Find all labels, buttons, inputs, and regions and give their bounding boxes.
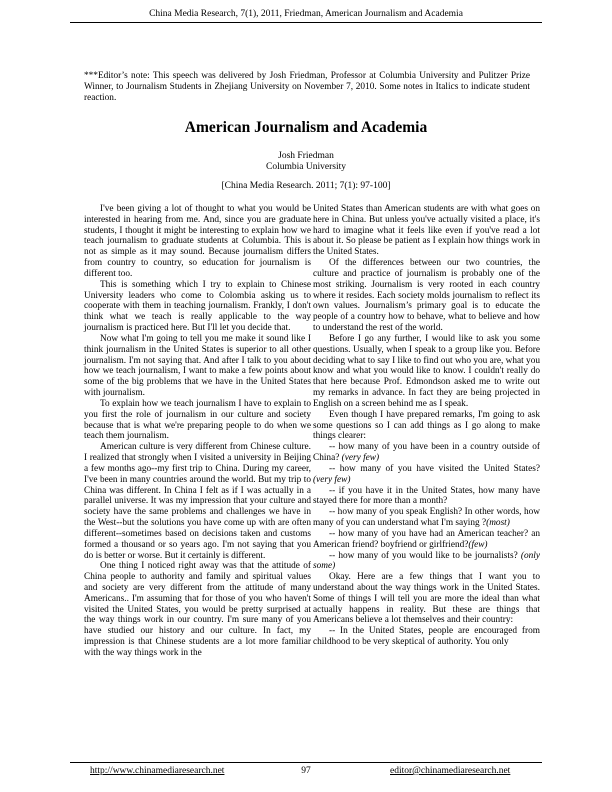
paragraph: This is something which I try to explain to Chinese University leaders who come to Colombia asking us to cooperate with them in teaching journalism. Frankly, I don't think what we teach is really applicable to the way journalism is practiced here. But I'll let you decide that.	[84, 279, 311, 334]
website-link[interactable]: http://www.chinamediaresearch.net	[90, 766, 225, 776]
footer-divider	[70, 762, 542, 763]
header-divider	[70, 22, 542, 23]
question	[313, 507, 540, 529]
question	[313, 464, 540, 486]
paragraph: -- In the United States, people are encouraged from childhood to be very skeptical of authority. You only	[313, 626, 540, 648]
question	[313, 442, 540, 464]
paragraph: Okay. Here are a few things that I want you to understand about the way things work in the United States. Some of things I will tell you are more the ideal than what actually happens in reality. But these are things that Americans believe a lot themselves and their country:	[313, 572, 540, 626]
student-reaction: (few)	[468, 539, 488, 550]
question-text: -- how many of you would like to be journalists?	[329, 550, 518, 561]
page-number: 97	[301, 766, 311, 776]
paragraph: To explain how we teach journalism I have to explain to you first the role of journalism in our culture and society because that is what we're preparing people to do when we teach them journalism.	[84, 398, 311, 442]
email-link[interactable]: editor@chinamediaresearch.net	[390, 766, 511, 776]
question-text: -- how many of you speak English? In other words, how many of you can understand what I'm saying ?	[313, 507, 540, 529]
paragraph: Before I go any further, I would like to ask you some questions. Usually, when I speak to a group like you. Before deciding what to say I like to find out who you are, what you know and what you would like to know. I couldn't really do that here because Prof. Edmondson asked me to write out my remarks in advance. In fact they are being projected in English on a screen behind me as I speak.	[313, 333, 540, 409]
question	[313, 551, 540, 573]
question-text: -- how many of you have been in a country outside of China?	[313, 442, 540, 464]
author-affiliation: Columbia University	[266, 162, 346, 172]
question-text: -- how many of you have visited the United States?	[329, 463, 540, 474]
student-reaction: (most)	[486, 518, 510, 529]
student-reaction: (only some)	[313, 550, 540, 572]
student-reaction: (very few)	[313, 474, 351, 485]
left-column	[84, 204, 311, 659]
running-header: China Media Research, 7(1), 2011, Friedman, American Journalism and Academia	[149, 9, 463, 19]
paragraph: One thing I noticed right away was that the attitude of China people to authority and family and spiritual values and society are very different from the attitude of many Americans.. I'm assuming that for those of you who haven't visited the United States, you would be pretty surprised at the way things work in our country. I'm sure many of you have studied our history and our culture. In fact, my impression is that Chinese students are a lot more familiar with the way things work in the	[84, 561, 311, 658]
question	[313, 529, 540, 551]
paragraph: Now what I'm going to tell you me make it sound like I think journalism in the United States is superior to all other journalism. I'm not saying that. And after I talk to you about how we teach journalism, I want to make a few points about some of the big problems that we have in the United States with journalism.	[84, 333, 311, 399]
question-text: -- how many of you have had an American teacher? an American friend? boyfriend or girlfriend?	[313, 528, 540, 550]
article-title: American Journalism and Academia	[184, 119, 428, 136]
student-reaction: (very few)	[341, 453, 380, 464]
paragraph: Even though I have prepared remarks, I'm going to ask some questions so I can add things as I go along to make things clearer:	[313, 409, 540, 442]
author-name: Josh Friedman	[278, 151, 334, 161]
paragraph: American culture is very different from Chinese culture. I realized that strongly when I visited a university in Beijing a few months ago--my first trip to China. During my career, I've been in many countries around the world. But my trip to China was different. In China I felt as if I was actually in a parallel universe. It was my impression that your culture and society have the same problems and challenges we have in the West--but the solutions you have come up with are often different--sometimes based on decisions taken and customs formed a thousand or so years ago. I'm not saying that you do is better or worse. But it certainly is different.	[84, 442, 311, 561]
question: -- if you have it in the United States, how many have stayed there for more than a month?	[313, 485, 540, 507]
citation: [China Media Research. 2011; 7(1): 97-100]	[221, 181, 391, 191]
paragraph: United States than American students are with what goes on here in China. But unless you've actually visited a place, it's hard to imagine what it feels like even if you've read a lot about it. So please be patient as I explain how things work in the United States.	[313, 204, 540, 258]
paragraph: Of the differences between our two countries, the culture and practice of journalism is probably one of the most striking. Journalism is very rooted in each country where it resides. Each society molds journalism to reflect its own values. Journalism’s primary goal is to educate the people of a country how to behave, what to believe and how to understand the rest of the world.	[313, 258, 540, 334]
paragraph: I've been giving a lot of thought to what you would be interested in hearing from me. And, since you are graduate students, I thought it might be interesting to explain how we teach journalism to graduate students at Columbia. This is not as simple as it may sound. Because journalism differs from country to country, so education for journalism is different too.	[84, 204, 311, 279]
editor-note: ***Editor’s note: This speech was delivered by Josh Friedman, Professor at Columbia University and Pulitzer Prize Winner, to Journalism Students in Zhejiang University on November 7, 2010. Some notes in Italics to indicate student reaction.	[84, 71, 530, 103]
right-column	[313, 204, 540, 648]
